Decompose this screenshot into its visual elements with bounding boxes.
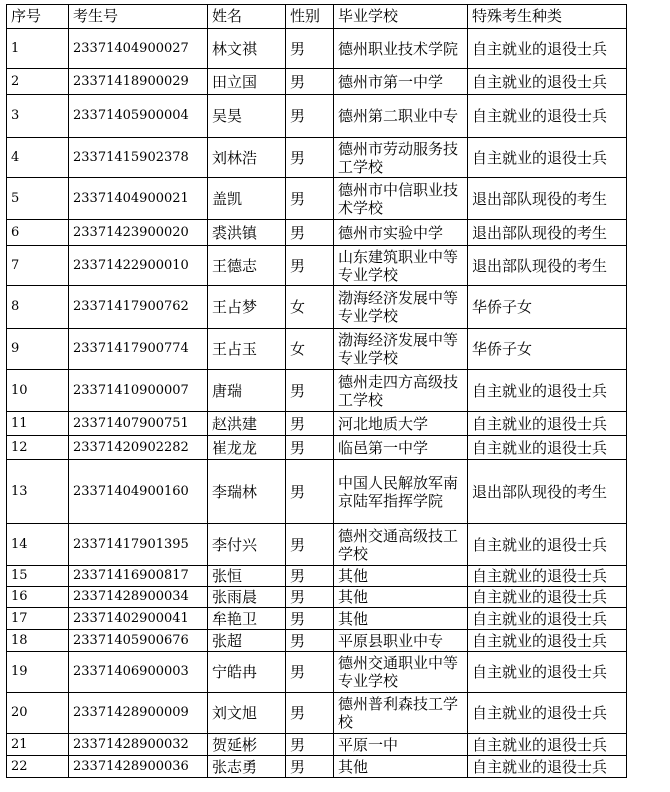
table-row <box>7 220 627 246</box>
cell-school: 德州市第一中学 <box>334 69 468 95</box>
cell-serial: 6 <box>7 220 69 246</box>
cell-candidate-type: 自主就业的退役士兵 <box>468 370 627 412</box>
cell-school: 渤海经济发展中等专业学校 <box>334 329 468 370</box>
table-row <box>7 460 627 524</box>
cell-candidate-type: 自主就业的退役士兵 <box>468 29 627 69</box>
cell-candidate-type: 华侨子女 <box>468 329 627 370</box>
cell-serial: 13 <box>7 460 69 524</box>
cell-school: 德州市实验中学 <box>334 220 468 246</box>
cell-school: 德州职业技术学院 <box>334 29 468 69</box>
table-row <box>7 178 627 220</box>
table-row <box>7 756 627 778</box>
header-sex: 性别 <box>286 5 334 29</box>
cell-serial: 15 <box>7 566 69 587</box>
cell-candidate-id: 23371420902282 <box>69 436 208 460</box>
table-row <box>7 436 627 460</box>
cell-school: 德州市中信职业技术学校 <box>334 178 468 220</box>
cell-candidate-type: 自主就业的退役士兵 <box>468 412 627 436</box>
cell-name: 张雨晨 <box>208 587 286 608</box>
cell-candidate-type: 自主就业的退役士兵 <box>468 652 627 693</box>
cell-sex: 男 <box>286 652 334 693</box>
cell-candidate-id: 23371417900774 <box>69 329 208 370</box>
header-serial: 序号 <box>7 5 69 29</box>
table-row <box>7 29 627 69</box>
cell-serial: 8 <box>7 286 69 329</box>
cell-sex: 男 <box>286 246 334 286</box>
cell-candidate-type: 自主就业的退役士兵 <box>468 608 627 630</box>
cell-candidate-type: 自主就业的退役士兵 <box>468 734 627 756</box>
cell-serial: 20 <box>7 693 69 734</box>
table-row <box>7 138 627 178</box>
cell-school: 其他 <box>334 608 468 630</box>
cell-school: 德州交通高级技工学校 <box>334 524 468 566</box>
table-header-row <box>7 5 627 29</box>
cell-candidate-id: 23371404900027 <box>69 29 208 69</box>
cell-sex: 男 <box>286 220 334 246</box>
table-row <box>7 329 627 370</box>
table-row <box>7 734 627 756</box>
cell-serial: 19 <box>7 652 69 693</box>
cell-serial: 9 <box>7 329 69 370</box>
cell-sex: 男 <box>286 69 334 95</box>
cell-sex: 男 <box>286 436 334 460</box>
cell-sex: 男 <box>286 524 334 566</box>
cell-school: 平原一中 <box>334 734 468 756</box>
cell-candidate-id: 23371428900032 <box>69 734 208 756</box>
cell-sex: 男 <box>286 587 334 608</box>
cell-name: 裘洪镇 <box>208 220 286 246</box>
table-row <box>7 566 627 587</box>
header-school: 毕业学校 <box>334 5 468 29</box>
cell-name: 贺延彬 <box>208 734 286 756</box>
cell-name: 刘文旭 <box>208 693 286 734</box>
cell-candidate-type: 退出部队现役的考生 <box>468 178 627 220</box>
cell-school: 中国人民解放军南京陆军指挥学院 <box>334 460 468 524</box>
cell-school: 德州市劳动服务技工学校 <box>334 138 468 178</box>
cell-candidate-type: 自主就业的退役士兵 <box>468 524 627 566</box>
cell-candidate-id: 23371402900041 <box>69 608 208 630</box>
cell-name: 牟艳卫 <box>208 608 286 630</box>
table-row <box>7 608 627 630</box>
cell-name: 崔龙龙 <box>208 436 286 460</box>
cell-candidate-type: 退出部队现役的考生 <box>468 460 627 524</box>
cell-candidate-type: 自主就业的退役士兵 <box>468 69 627 95</box>
cell-sex: 男 <box>286 29 334 69</box>
cell-school: 渤海经济发展中等专业学校 <box>334 286 468 329</box>
cell-name: 李瑞林 <box>208 460 286 524</box>
cell-name: 张超 <box>208 630 286 652</box>
cell-school: 德州走四方高级技工学校 <box>334 370 468 412</box>
table-row <box>7 630 627 652</box>
cell-candidate-id: 23371404900021 <box>69 178 208 220</box>
cell-candidate-id: 23371428900009 <box>69 693 208 734</box>
cell-sex: 男 <box>286 693 334 734</box>
cell-school: 德州交通职业中等专业学校 <box>334 652 468 693</box>
cell-candidate-id: 23371405900676 <box>69 630 208 652</box>
cell-candidate-type: 华侨子女 <box>468 286 627 329</box>
cell-serial: 7 <box>7 246 69 286</box>
header-candidate-type: 特殊考生种类 <box>468 5 627 29</box>
table-row <box>7 652 627 693</box>
cell-serial: 14 <box>7 524 69 566</box>
cell-serial: 3 <box>7 95 69 138</box>
cell-candidate-id: 23371407900751 <box>69 412 208 436</box>
cell-sex: 男 <box>286 734 334 756</box>
cell-candidate-id: 23371428900036 <box>69 756 208 778</box>
cell-serial: 16 <box>7 587 69 608</box>
cell-name: 盖凯 <box>208 178 286 220</box>
cell-school: 其他 <box>334 587 468 608</box>
cell-serial: 17 <box>7 608 69 630</box>
cell-sex: 男 <box>286 138 334 178</box>
cell-candidate-type: 自主就业的退役士兵 <box>468 756 627 778</box>
cell-candidate-id: 23371417900762 <box>69 286 208 329</box>
cell-candidate-type: 自主就业的退役士兵 <box>468 138 627 178</box>
cell-candidate-type: 自主就业的退役士兵 <box>468 587 627 608</box>
cell-name: 王占玉 <box>208 329 286 370</box>
cell-name: 唐瑞 <box>208 370 286 412</box>
cell-candidate-id: 23371416900817 <box>69 566 208 587</box>
cell-serial: 22 <box>7 756 69 778</box>
cell-school: 其他 <box>334 756 468 778</box>
table-row <box>7 412 627 436</box>
cell-serial: 2 <box>7 69 69 95</box>
cell-name: 赵洪建 <box>208 412 286 436</box>
cell-candidate-id: 23371417901395 <box>69 524 208 566</box>
cell-candidate-id: 23371404900160 <box>69 460 208 524</box>
cell-name: 王德志 <box>208 246 286 286</box>
cell-sex: 男 <box>286 95 334 138</box>
cell-school: 德州第二职业中专 <box>334 95 468 138</box>
cell-sex: 女 <box>286 286 334 329</box>
cell-name: 张志勇 <box>208 756 286 778</box>
cell-name: 吴昊 <box>208 95 286 138</box>
cell-sex: 男 <box>286 566 334 587</box>
table-row <box>7 69 627 95</box>
cell-candidate-type: 自主就业的退役士兵 <box>468 436 627 460</box>
cell-name: 林文祺 <box>208 29 286 69</box>
cell-sex: 女 <box>286 329 334 370</box>
cell-candidate-id: 23371415902378 <box>69 138 208 178</box>
cell-candidate-id: 23371406900003 <box>69 652 208 693</box>
cell-serial: 10 <box>7 370 69 412</box>
cell-candidate-id: 23371405900004 <box>69 95 208 138</box>
header-candidate-id: 考生号 <box>69 5 208 29</box>
table-row <box>7 286 627 329</box>
table-row <box>7 693 627 734</box>
cell-name: 刘林浩 <box>208 138 286 178</box>
cell-school: 临邑第一中学 <box>334 436 468 460</box>
cell-candidate-type: 自主就业的退役士兵 <box>468 95 627 138</box>
cell-candidate-type: 退出部队现役的考生 <box>468 220 627 246</box>
cell-serial: 12 <box>7 436 69 460</box>
cell-candidate-type: 自主就业的退役士兵 <box>468 566 627 587</box>
cell-serial: 18 <box>7 630 69 652</box>
cell-name: 张恒 <box>208 566 286 587</box>
cell-school: 河北地质大学 <box>334 412 468 436</box>
table-row <box>7 587 627 608</box>
cell-candidate-id: 23371428900034 <box>69 587 208 608</box>
cell-candidate-type: 退出部队现役的考生 <box>468 246 627 286</box>
cell-sex: 男 <box>286 756 334 778</box>
cell-serial: 11 <box>7 412 69 436</box>
cell-serial: 1 <box>7 29 69 69</box>
cell-school: 其他 <box>334 566 468 587</box>
cell-sex: 男 <box>286 370 334 412</box>
cell-serial: 5 <box>7 178 69 220</box>
cell-school: 平原县职业中专 <box>334 630 468 652</box>
cell-candidate-id: 23371423900020 <box>69 220 208 246</box>
cell-candidate-type: 自主就业的退役士兵 <box>468 630 627 652</box>
cell-serial: 21 <box>7 734 69 756</box>
cell-candidate-id: 23371422900010 <box>69 246 208 286</box>
cell-candidate-type: 自主就业的退役士兵 <box>468 693 627 734</box>
cell-sex: 男 <box>286 460 334 524</box>
cell-serial: 4 <box>7 138 69 178</box>
cell-sex: 男 <box>286 608 334 630</box>
cell-school: 山东建筑职业中等专业学校 <box>334 246 468 286</box>
table-row <box>7 95 627 138</box>
cell-sex: 男 <box>286 630 334 652</box>
cell-name: 王占梦 <box>208 286 286 329</box>
cell-name: 宁皓冉 <box>208 652 286 693</box>
cell-sex: 男 <box>286 178 334 220</box>
cell-name: 田立国 <box>208 69 286 95</box>
cell-school: 德州普利森技工学校 <box>334 693 468 734</box>
cell-name: 李付兴 <box>208 524 286 566</box>
cell-sex: 男 <box>286 412 334 436</box>
table-row <box>7 370 627 412</box>
table-row <box>7 246 627 286</box>
header-name: 姓名 <box>208 5 286 29</box>
table-row <box>7 524 627 566</box>
cell-candidate-id: 23371410900007 <box>69 370 208 412</box>
cell-candidate-id: 23371418900029 <box>69 69 208 95</box>
candidate-table <box>6 4 627 778</box>
